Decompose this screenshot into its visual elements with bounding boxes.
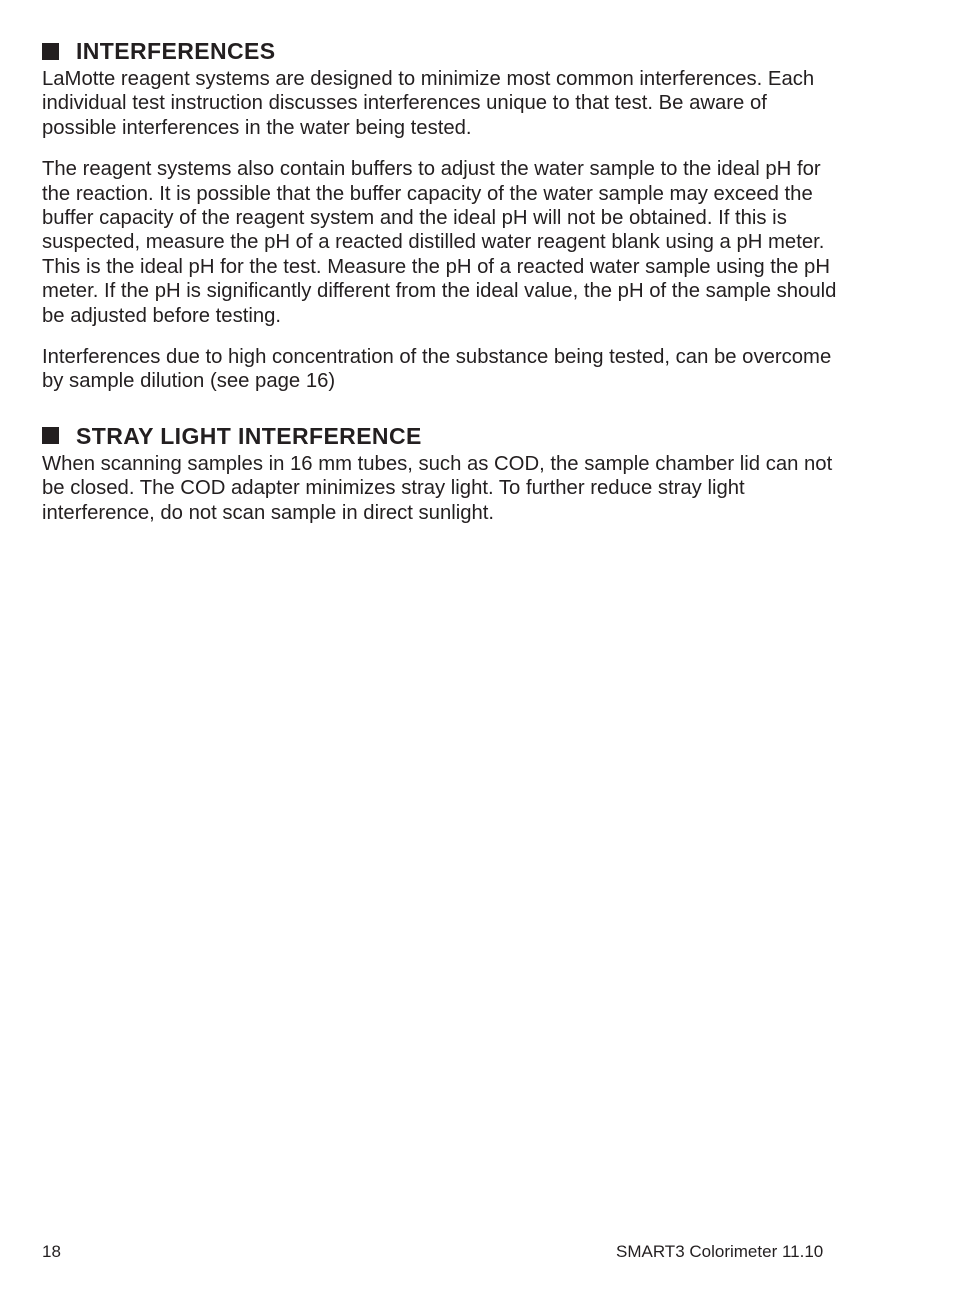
section-interferences	[42, 36, 842, 394]
section-heading-text: STRAY LIGHT INTERFERENCE	[76, 422, 422, 449]
section-heading	[42, 421, 842, 451]
section-heading-text: INTERFERENCES	[76, 38, 276, 64]
paragraph: When scanning samples in 16 mm tubes, such as COD, the sample chamber lid can not be closed. The COD adapter minimizes stray light. To further reduce stray light interference, do not scan sample in direct sunlight.	[42, 452, 833, 524]
section-stray-light-interference	[42, 421, 842, 525]
square-bullet-icon	[42, 427, 59, 444]
square-bullet-icon	[42, 43, 59, 60]
paragraph: The reagent systems also contain buffers to adjust the water sample to the ideal pH for the reaction. It is possible that the buffer capacity of the water sample may exceed the buffer capacity of the reagent system and the ideal pH will not be obtained. If this is suspected, measure the pH of a reacted distilled water reagent blank using a pH meter. This is the ideal pH for the test. Measure the pH of a reacted water sample using the pH meter. If the pH is significantly different from the ideal value, the pH of the sample should be adjusted before testing.	[42, 158, 837, 327]
section-heading	[42, 36, 842, 66]
paragraph: Interferences due to high concentration of the substance being tested, can be overcome by sample dilution (see page 16)	[42, 346, 832, 393]
footer-document-title: SMART3 Colorimeter 11.10	[616, 1242, 824, 1261]
paragraph: LaMotte reagent systems are designed to minimize most common interferences. Each individual test instruction discusses interferences unique to that test. Be aware of possible interferences in the water being tested.	[42, 68, 815, 139]
page-number: 18	[42, 1242, 61, 1261]
page-content	[42, 36, 842, 525]
